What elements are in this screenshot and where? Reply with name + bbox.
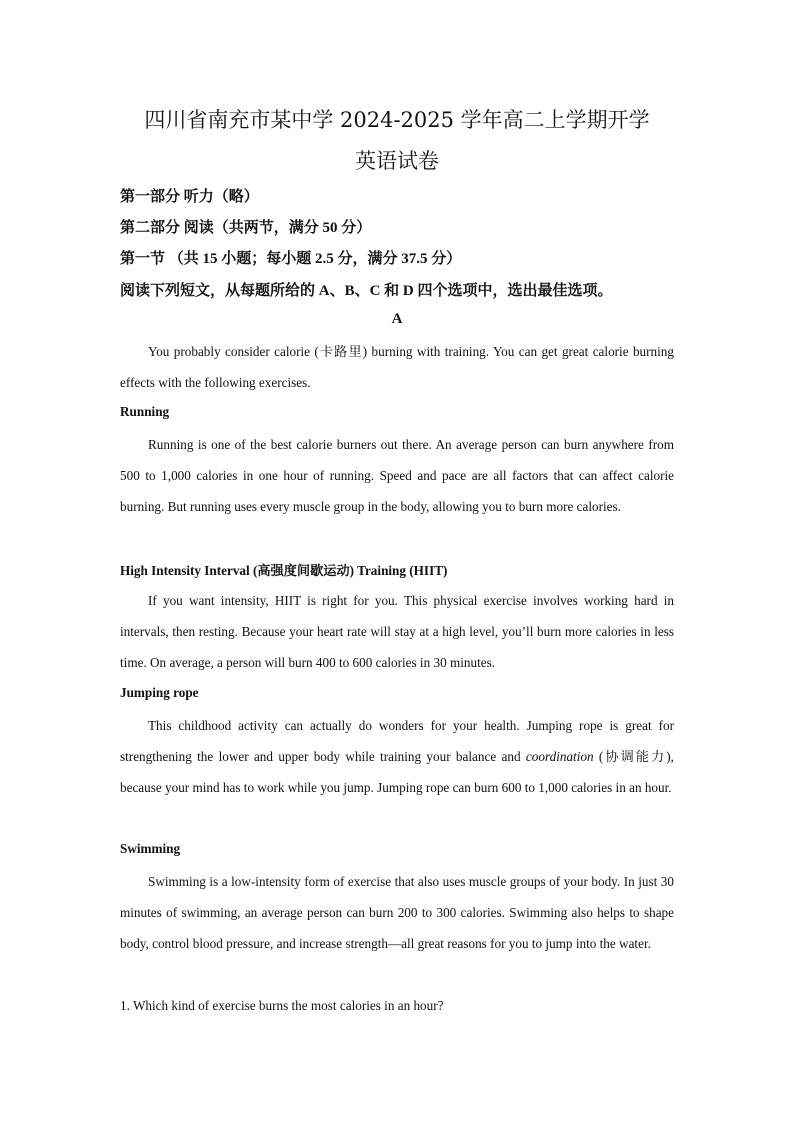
question-1: 1. Which kind of exercise burns the most calories in an hour? [120, 998, 444, 1013]
section1-heading: 第一节 （共 15 小题；每小题 2.5 分，满分 37.5 分） [120, 251, 462, 267]
jumping-rope-text-start: This childhood activity can actually do wonders for your health. Jumping rope is great for strengthening the lower and upper body while training your balance and [120, 718, 674, 765]
running-heading: Running [120, 404, 170, 419]
swimming-heading: Swimming [120, 841, 181, 856]
part2-heading: 第二部分 阅读（共两节，满分 50 分） [120, 220, 372, 236]
swimming-paragraph: Swimming is a low-intensity form of exercise that also uses muscle groups of your body. In just 30 minutes of swimming, an average person can burn 200 to 300 calories. Swimming also helps to shape body, control blood pressure, and increase strength—all great reasons for you to jump into the water. [120, 874, 674, 952]
hiit-paragraph: If you want intensity, HIIT is right for you. This physical exercise involves working hard in intervals, then resting. Because your heart rate will stay at a high level, you’ll burn more calories in less time. On average, a person will burn 400 to 600 calories in 30 minutes. [120, 593, 674, 671]
passage-label: A [391, 311, 403, 327]
part1-heading: 第一部分 听力（略） [120, 189, 259, 205]
hiit-heading: High Intensity Interval (高强度间歇运动) Training (HIIT) [120, 563, 448, 578]
reading-instructions: 阅读下列短文，从每题所给的 A、B、C 和 D 四个选项中，选出最佳选项。 [120, 283, 613, 299]
jumping-rope-text-end: (协调能力), because your mind has to work while you jump. Jumping rope can burn 600 to 1,000 calories in an hour. [120, 749, 674, 796]
exam-title-line1: 四川省南充市某中学 2024-2025 学年高二上学期开学 [144, 108, 650, 132]
coordination-term: coordination [525, 749, 594, 765]
running-paragraph: Running is one of the best calorie burners out there. An average person can burn anywhere from 500 to 1,000 calories in one hour of running. Speed and pace are all factors that can affect calorie burning. But running uses every muscle group in the body, allowing you to burn more calories. [120, 437, 674, 515]
jumping-rope-paragraph [120, 710, 674, 804]
jumping-rope-heading: Jumping rope [120, 685, 199, 700]
passage-intro: You probably consider calorie (卡路里) burning with training. You can get great calorie burning effects with the following exercises. [120, 344, 674, 391]
exam-title-line2: 英语试卷 [355, 149, 439, 173]
